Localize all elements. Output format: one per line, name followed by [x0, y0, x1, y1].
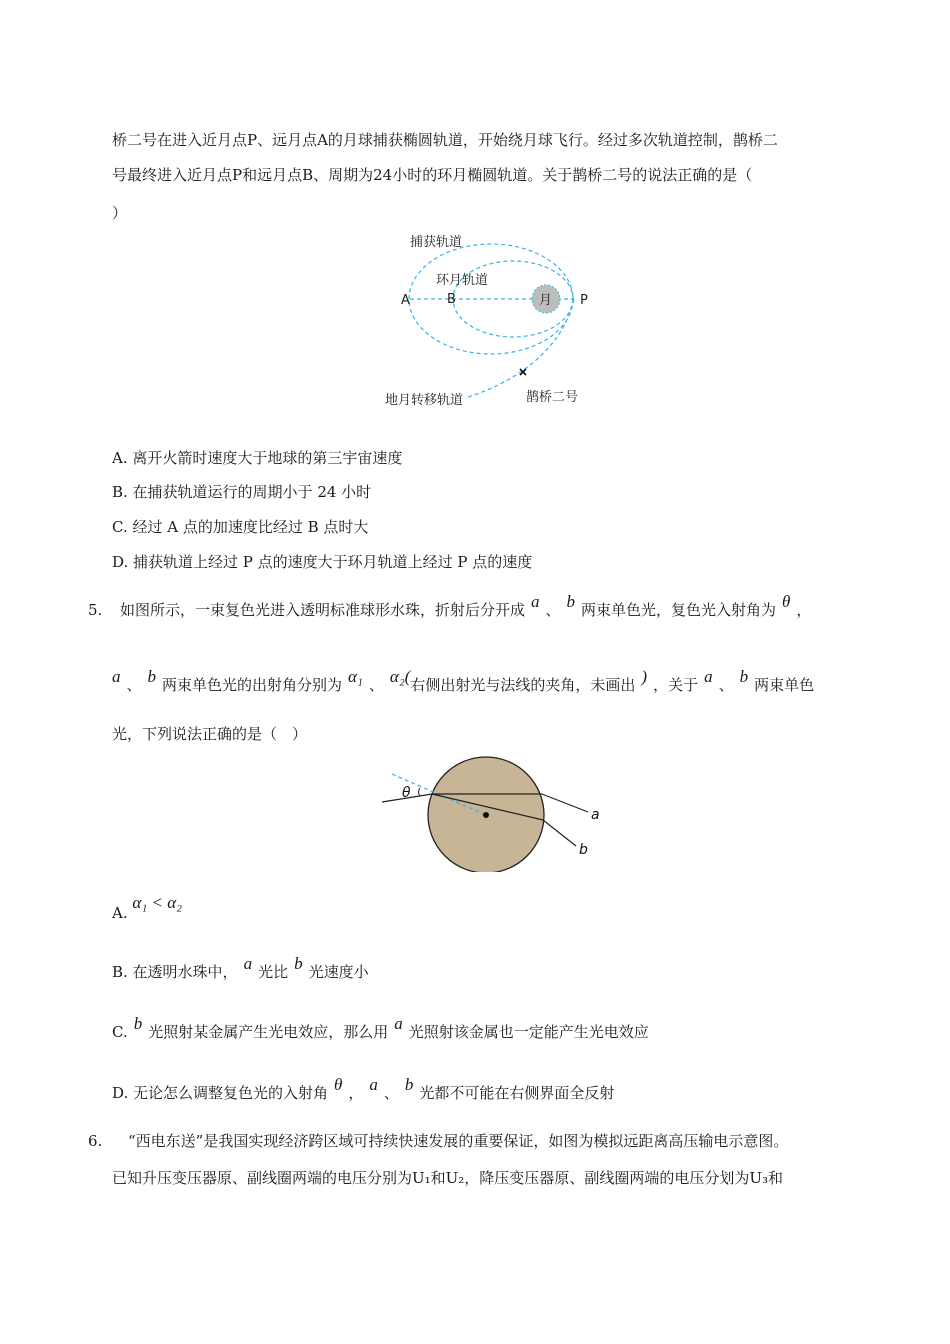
label-capture-orbit: 捕获轨道: [410, 235, 463, 250]
theta-arc: [419, 788, 421, 796]
transfer-orbit: [465, 299, 574, 398]
exit-ray-b: [543, 820, 576, 846]
q4-option-a: A. 离开火箭时速度大于地球的第三宇宙速度: [112, 449, 403, 467]
orbit-diagram: [380, 228, 620, 412]
q5-stem-line1: 如图所示，一束复色光进入透明标准球形水珠，折射后分开成 a 、 b 两束单色光，复色光入射角为 θ ，: [120, 592, 812, 619]
q4-stem-line3: ）: [112, 204, 128, 222]
label-satellite: 鹊桥二号: [526, 390, 579, 405]
label-P: P: [580, 293, 588, 308]
q6-stem-line1: “西电东送”是我国实现经济跨区域可持续快速发展的重要保证，如图为模拟远距离高压输电示意图。: [128, 1132, 789, 1150]
water-droplet-diagram: [380, 752, 610, 872]
q4-option-d: D. 捕获轨道上经过 P 点的速度大于环月轨道上经过 P 点的速度: [112, 553, 533, 571]
label-ring-orbit: 环月轨道: [436, 273, 489, 288]
ray-b-label: b: [579, 842, 588, 858]
theta-label: θ: [402, 785, 411, 801]
droplet-center: [483, 812, 489, 818]
q5-option-c: C. b 光照射某金属产生光电效应，那么用 a 光照射该金属也一定能产生光电效应: [112, 1014, 649, 1041]
q4-stem-line1: 桥二号在进入近月点P、远月点A的月球捕获椭圆轨道，开始绕月球飞行。经过多次轨道控制，鹊桥二: [112, 131, 778, 149]
exit-ray-a: [542, 794, 588, 812]
q5-stem-line2: a 、 b 两束单色光的出射角分别为 α₁ 、 α₂(右侧出射光与法线的夹角，未画出 ) ，关于 a 、 b 两束单色: [112, 667, 815, 694]
label-B: B: [447, 292, 456, 307]
q5-number: 5.: [88, 601, 103, 619]
q5-stem-line3: 光，下列说法正确的是（ ）: [112, 725, 308, 743]
q5-option-a: A. α₁ < α₂: [112, 893, 183, 922]
label-transfer-orbit: 地月转移轨道: [385, 393, 464, 408]
moon-label: 月: [539, 293, 553, 308]
q4-stem-line2: 号最终进入近月点P和远月点B、周期为24小时的环月椭圆轨道。关于鹊桥二号的说法正确的是（: [112, 166, 753, 184]
q4-option-b: B. 在捕获轨道运行的周期小于 24 小时: [112, 483, 372, 501]
q6-number: 6.: [88, 1132, 103, 1150]
q4-option-c: C. 经过 A 点的加速度比经过 B 点时大: [112, 518, 369, 536]
ray-a-label: a: [591, 807, 600, 823]
q5-option-b: B. 在透明水珠中， a 光比 b 光速度小: [112, 954, 369, 981]
q6-stem-line2: 已知升压变压器原、副线圈两端的电压分别为U₁和U₂，降压变压器原、副线圈两端的电压分划为U₃和: [112, 1169, 783, 1187]
label-A: A: [401, 293, 410, 308]
q5-option-d: D. 无论怎么调整复色光的入射角 θ ， a 、 b 光都不可能在右侧界面全反射: [112, 1075, 615, 1102]
